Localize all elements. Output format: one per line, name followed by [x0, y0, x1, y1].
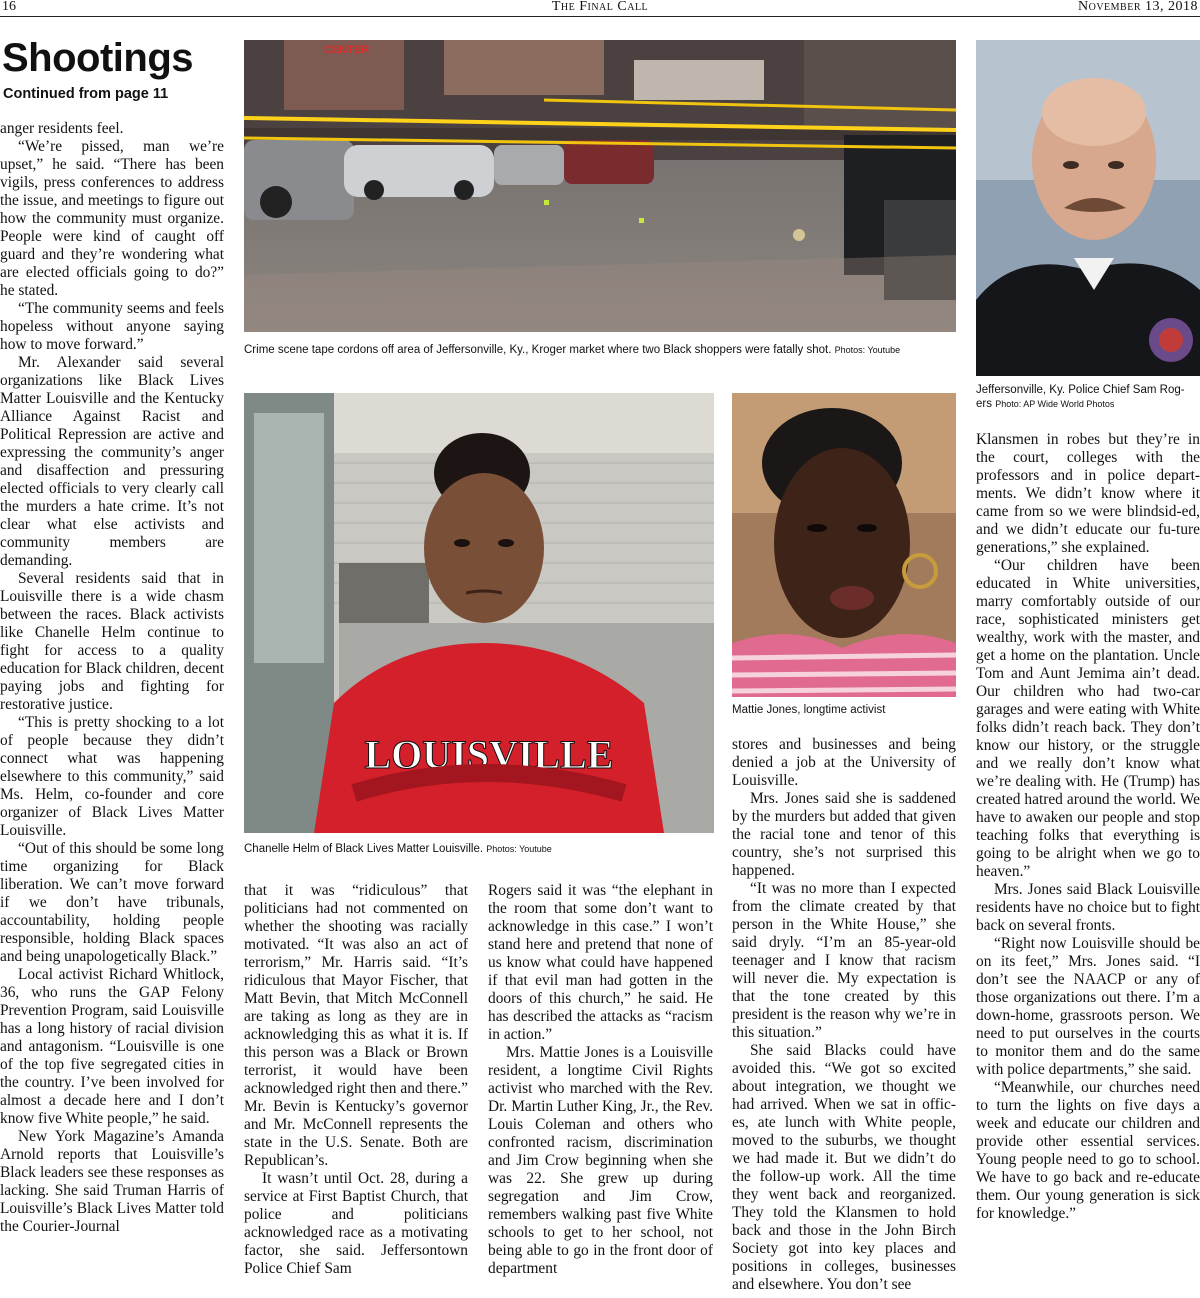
paragraph: Mrs. Jones said she is saddened by the murders but added that given the racial tone and tenor of this country, she’s not surprised this happened. [732, 790, 956, 879]
paragraph: “We’re pissed, man we’re upset,” he said. “There has been vigils, press conferences to address the issue, and meetings to figure out how the community must organize. People were kind of caught off guard and they’re wondering what are elected officials going to do?” he stated. [0, 138, 224, 299]
photo-credit: Photos: Youtube [834, 345, 901, 355]
shirt-text: LOUISVILLE [364, 732, 614, 777]
paragraph: New York Magazine’s Amanda Arnold reports that Louisville’s Black leaders see these responses as lacking. She said Truman Harris of Louisville’s Black Lives Matter told the Courier-Journal [0, 1128, 224, 1235]
paragraph: Klansmen in robes but they’re in the court, colleges with the professors and in police depart-ments. We didn’t know where it came from so we were blindsid-ed, and we didn’t educate our fu-ture generations,” she explained. [976, 431, 1200, 556]
paragraph: stores and businesses and being denied a job at the University of Louisville. [732, 736, 956, 789]
paragraph: Local activist Richard Whitlock, 36, who runs the GAP Felony Prevention Program, said Louisville has a long history of racial division and antagonism. “Louisville is one of the top five segregated cities in the country. I’ve been involved for almost a decade here and I don’t know five White people,” he said. [0, 966, 224, 1127]
paragraph: anger residents feel. [0, 120, 124, 137]
continued-line: Continued from page 11 [3, 86, 169, 102]
paragraph: Several residents said that in Louisville there is a wide chasm between the races. Black activists like Chanelle Helm continue to fight for access to a quality education for Black children, decent paying jobs and fighting for restorative justice. [0, 570, 224, 713]
paragraph: “It was no more than I expected from the climate created by that person in the White House,” she said dryly. “I’m an 85-year-old teenager and I know that racism will never die. My expectation is that the tone created by this president is the reason why we’re in this situation.” [732, 880, 956, 1041]
paragraph: “Out of this should be some long time organizing for Black liberation. We can’t move forward if we don’t have tribunals, accountability, holding people responsible, holding Black spaces and being unapologetically Black.” [0, 840, 224, 965]
paragraph: She said Blacks could have avoided this. “We got so excited about integration, we thought we had arrived. When we sat in offic-es, ate lunch with White people, moved to the suburbs, we thought we had made it. But we didn’t do the follow-up work. All the time they went back and reorganized. They told the Klansmen to hold back and those in the John Birch Society got into key places and positions in colleges, businesses and elsewhere. You don’t see [732, 1042, 956, 1293]
paragraph: “The community seems and feels hopeless without anyone saying how to move forward.” [0, 300, 224, 353]
paragraph: Mr. Alexander said several organizations like Black Lives Matter Louisville and the Kentucky Alliance Against Racist and Political Repression are active and expressing the community’s anger and disaffection and pressuring elected officials to very clearly call the murders a hate crime. It’s not clear what else activists and community members are demanding. [0, 354, 224, 569]
paragraph: “This is pretty shocking to a lot of people because they didn’t connect what was happening elsewhere to this community,” said Ms. Helm, co-founder and core organizer of Black Lives Matter Louisville. [0, 714, 224, 839]
article-column-5 [976, 431, 1200, 1298]
caption-text: Jeffersonville, Ky. Police Chief Sam Rog-ers [976, 384, 1185, 410]
article-column-1 [0, 120, 224, 1298]
paragraph: “Our children have been educated in White universities, marry comfortably outside of our race, sophisticated ministers get wealthy, work with the master, and get a home on the plantation. Uncle Tom and Aunt Jemima ain’t dead. Our children who had two-car garages and were eating with White folks didn’t reach back. They don’t know our history, or the struggle and we really don’t know what we’re dealing with. He (Trump) has created hatred around the world. We have to awaken our people and stop teaching folks that everything is going to be alright when we go to heaven.” [976, 557, 1200, 880]
caption-text: Crime scene tape cordons off area of Jeffersonville, Ky., Kroger market where two Black shoppers were fatally shot. [244, 344, 832, 356]
article-column-4 [732, 736, 956, 1298]
issue-date: November 13, 2018 [1077, 0, 1198, 14]
crime-scene-photo [244, 40, 956, 332]
paragraph: “Right now Louisville should be on its feet,” Mrs. Jones said. “I don’t see the NAACP or any of those organizations out there. I’m a down-home, grassroots person. We need to put ourselves in the courts to monitor them and do the same with police departments,” she said. [976, 935, 1200, 1078]
mattie-jones-photo [732, 393, 956, 697]
police-chief-caption [976, 383, 1200, 411]
mattie-jones-caption [732, 703, 956, 717]
store-sign-text: CENTER [324, 44, 370, 56]
paragraph: It wasn’t until Oct. 28, during a service at First Baptist Church, that police and politicians acknowledged race as a motivating factor, she said. Jeffersontown Police Chief Sam [244, 1170, 468, 1277]
publication-name: The Final Call [551, 0, 649, 14]
page-header [0, 0, 1200, 17]
paragraph: “Meanwhile, our churches need to turn the lights on five days a week and educate our children and provide other essential services. Young people need to go to school. We have to go back and re-educate them. Our young generation is sick for knowledge.” [976, 1079, 1200, 1222]
chanelle-helm-photo [244, 393, 714, 833]
paragraph: Mrs. Mattie Jones is a Louisville resident, a longtime Civil Rights activist who marched with the Rev. Dr. Martin Luther King, Jr., the Rev. Louis Coleman and others who confronted racism, discrimination and Jim Crow beginning when she was 22. She grew up during segregation and Jim Crow, remembers walking past five White schools to get to her school, not being able to go in the front door of department [488, 1044, 713, 1277]
paragraph: Mrs. Jones said Black Louisville residents have no choice but to fight back on several fronts. [976, 881, 1200, 934]
paragraph: that it was “ridiculous” that politicians had not commented on whether the shooting was racially motivated. “It was also an act of terrorism,” Mr. Harris said. “It’s ridiculous that Mayor Fischer, that Matt Bevin, that Mitch McConnell are taking as long as they are in acknowledging this as what it is. If this person was a Black or Brown terrorist, it would have been acknowledged right then and there.” Mr. Bevin is Kentucky’s governor and Mr. McConnell represents the state in the U.S. Senate. Both are Republican’s. [244, 882, 468, 1169]
article-column-3 [488, 882, 713, 1298]
photo-credit: Photos: Youtube [486, 844, 552, 854]
caption-text: Chanelle Helm of Black Lives Matter Louisville. [244, 843, 484, 855]
page-number: 16 [2, 0, 16, 14]
photo-credit: Photo: AP Wide World Photos [995, 399, 1115, 409]
caption-text: Mattie Jones, longtime activist [732, 704, 886, 716]
crime-scene-caption [244, 343, 956, 357]
article-column-2 [244, 882, 468, 1298]
police-chief-photo [976, 40, 1200, 376]
paragraph: Rogers said it was “the elephant in the room that some don’t want to acknowledge in this case.” I won’t stand here and pretend that none of us know what could have happened if that evil man had gotten in the doors of this church,” he said. He has described the attacks as “racism in action.” [488, 882, 713, 1043]
headline: Shootings [2, 36, 194, 80]
chanelle-helm-caption [244, 842, 714, 856]
